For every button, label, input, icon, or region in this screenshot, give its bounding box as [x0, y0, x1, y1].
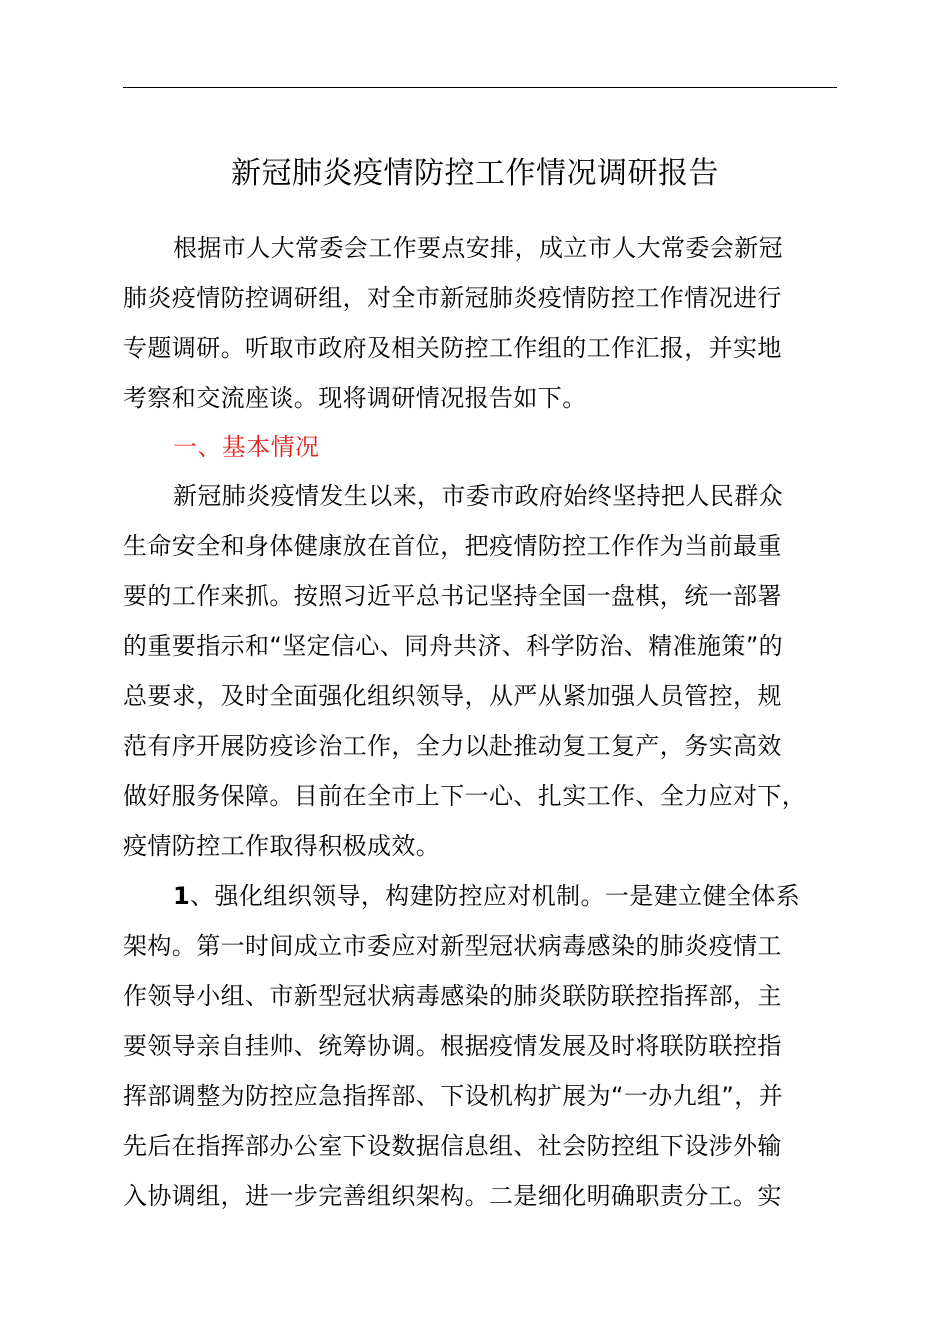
document-title: 新冠肺炎疫情防控工作情况调研报告: [231, 156, 719, 191]
paragraph-3-line: 作领导小组、市新型冠状病毒感染的肺炎联防联控指挥部，主: [123, 982, 782, 1010]
list-number: 1: [173, 882, 191, 910]
paragraph-1-line: 考察和交流座谈。现将调研情况报告如下。: [123, 384, 587, 412]
paragraph-1-line: 根据市人大常委会工作要点安排，成立市人大常委会新冠: [173, 234, 783, 262]
header-rule: [123, 87, 837, 88]
paragraph-2-line: 疫情防控工作取得积极成效。: [123, 832, 441, 860]
paragraph-3-line: 先后在指挥部办公室下设数据信息组、社会防控组下设涉外输: [123, 1132, 782, 1160]
paragraph-2-line: 要的工作来抓。按照习近平总书记坚持全国一盘棋，统一部署: [123, 582, 782, 610]
paragraph-2-line: 做好服务保障。目前在全市上下一心、扎实工作、全力应对下，: [123, 782, 807, 810]
paragraph-1-line: 肺炎疫情防控调研组，对全市新冠肺炎疫情防控工作情况进行: [123, 284, 782, 312]
paragraph-3-line: 入协调组，进一步完善组织架构。二是细化明确职责分工。实: [123, 1182, 782, 1210]
paragraph-3-first-line: [173, 878, 800, 914]
paragraph-2-line: 范有序开展防疫诊治工作，全力以赴推动复工复产，务实高效: [123, 732, 782, 760]
paragraph-2-line: 生命安全和身体健康放在首位，把疫情防控工作作为当前最重: [123, 532, 782, 560]
paragraph-3-line: 挥部调整为防控应急指挥部、下设机构扩展为“一办九组”，并: [123, 1082, 784, 1110]
paragraph-2-line: 新冠肺炎疫情发生以来，市委市政府始终坚持把人民群众: [173, 482, 783, 510]
paragraph-2-line: 的重要指示和“坚定信心、同舟共济、科学防治、精准施策”的: [123, 632, 784, 660]
paragraph-3-line: 要领导亲自挂帅、统筹协调。根据疫情发展及时将联防联控指: [123, 1032, 782, 1060]
section-heading: 一、基本情况: [173, 433, 320, 461]
paragraph-1-line: 专题调研。听取市政府及相关防控工作组的工作汇报，并实地: [123, 334, 782, 362]
paragraph-2-line: 总要求，及时全面强化组织领导，从严从紧加强人员管控，规: [123, 682, 782, 710]
paragraph-3-line: 架构。第一时间成立市委应对新型冠状病毒感染的肺炎疫情工: [123, 932, 782, 960]
paragraph-3-lead: 、强化组织领导，构建防控应对机制。一是建立健全体系: [190, 882, 801, 910]
